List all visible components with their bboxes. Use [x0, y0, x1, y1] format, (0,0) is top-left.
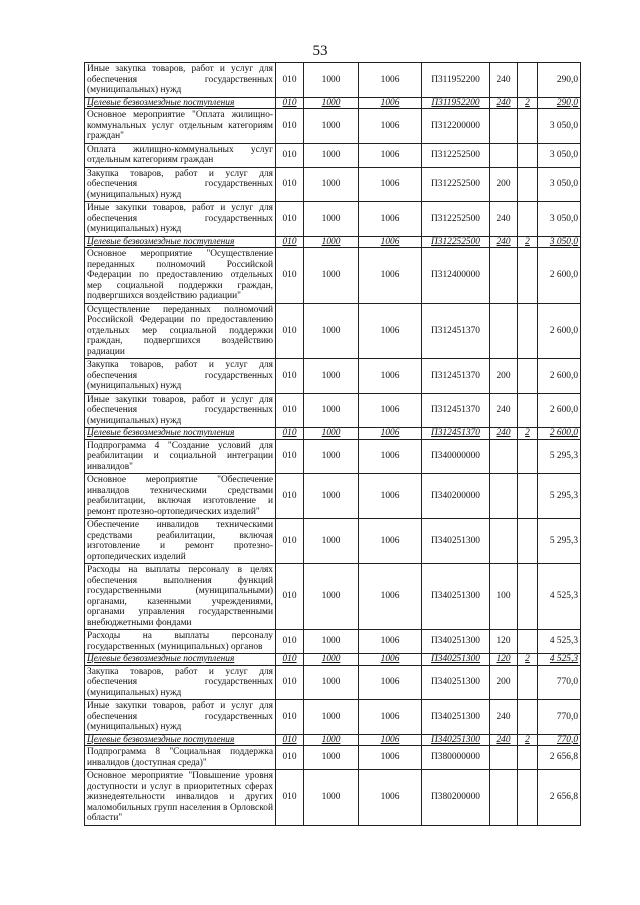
funding-source-cell	[518, 700, 538, 735]
target-article-cell: П340000000	[422, 439, 490, 474]
page-number: 53	[312, 43, 328, 59]
subsection-code-cell: 1006	[359, 109, 422, 144]
section-code-cell: 1000	[304, 167, 359, 202]
expense-type-cell	[490, 303, 518, 359]
section-code-cell: 1000	[304, 665, 359, 700]
funding-source-cell	[518, 202, 538, 237]
section-code-cell: 1000	[304, 746, 359, 770]
target-article-cell: П312451370	[422, 393, 490, 428]
subsection-code-cell: 1006	[359, 143, 422, 167]
funding-source-cell	[518, 303, 538, 359]
target-article-cell: П340251300	[422, 665, 490, 700]
expense-type-cell	[490, 770, 518, 826]
section-code-cell: 1000	[304, 303, 359, 359]
funding-source-cell	[518, 519, 538, 564]
expense-name-cell	[85, 734, 276, 746]
funding-source-cell	[518, 109, 538, 144]
amount-cell: 5 295,3	[538, 519, 581, 564]
funds-label: Целевые безвозмездные поступления	[87, 236, 235, 247]
section-code-cell: 1000	[304, 734, 359, 746]
amount-cell: 3 050,0	[538, 236, 581, 248]
funding-source-cell	[518, 665, 538, 700]
expense-type-cell: 240	[490, 236, 518, 248]
funding-source-cell	[518, 474, 538, 519]
funding-source-cell: 2	[518, 428, 538, 440]
expense-name-cell: Закупка товаров, работ и услуг для обеспечения государственных (муниципальных) нужд	[85, 665, 276, 700]
expense-name-cell: Подпрограмма 8 "Социальная поддержка инвалидов (доступная среда)"	[85, 746, 276, 770]
section-code-cell: 1000	[304, 393, 359, 428]
expense-type-cell: 200	[490, 167, 518, 202]
expense-name-cell: Иные закупка товаров, работ и услуг для обеспечения государственных (муниципальных) нужд	[85, 63, 276, 98]
amount-cell: 2 656,8	[538, 746, 581, 770]
section-code-cell: 1000	[304, 519, 359, 564]
target-article-cell: П311952200	[422, 63, 490, 98]
grbs-code-cell: 010	[276, 654, 304, 666]
funds-label: Целевые безвозмездные поступления	[87, 428, 235, 438]
funding-source-cell	[518, 770, 538, 826]
amount-cell: 770,0	[538, 700, 581, 735]
expense-name-cell: Закупка товаров, работ и услуг для обеспечения государственных (муниципальных) нужд	[85, 167, 276, 202]
target-article-cell: П340251300	[422, 564, 490, 630]
expense-type-cell	[490, 746, 518, 770]
funding-source-cell	[518, 167, 538, 202]
target-article-cell: П312451370	[422, 303, 490, 359]
expense-name-cell: Основное мероприятие "Оплата жилищно-коммунальных услуг отдельным категориям граждан"	[85, 109, 276, 144]
amount-cell: 5 295,3	[538, 439, 581, 474]
expense-type-cell: 240	[490, 393, 518, 428]
funding-source-cell	[518, 143, 538, 167]
expense-name-cell: Расходы на выплаты персоналу в целях обеспечения выполнения функций государственными (муниципальными) органами, казенными учреждениями, органами управления государственными внебюджетными фондами	[85, 564, 276, 630]
expense-type-cell: 240	[490, 428, 518, 440]
funding-source-cell	[518, 746, 538, 770]
expense-name-cell: Оплата жилищно-коммунальных услуг отдельным категориям граждан	[85, 143, 276, 167]
expense-type-cell: 200	[490, 359, 518, 394]
grbs-code-cell: 010	[276, 770, 304, 826]
expense-type-cell: 120	[490, 630, 518, 654]
expense-name-cell: Подпрограмма 4 "Создание условий для реабилитации и социальной интеграции инвалидов"	[85, 439, 276, 474]
table-row	[85, 202, 581, 237]
amount-cell: 770,0	[538, 665, 581, 700]
funding-source-cell: 2	[518, 236, 538, 248]
expense-type-cell: 240	[490, 700, 518, 735]
section-code-cell: 1000	[304, 202, 359, 237]
table-row	[85, 303, 581, 359]
expense-name-cell: Расходы на выплаты персоналу государственных (муниципальных) органов	[85, 630, 276, 654]
subsection-code-cell: 1006	[359, 428, 422, 440]
table-row	[85, 248, 581, 304]
section-code-cell: 1000	[304, 770, 359, 826]
subsection-code-cell: 1006	[359, 97, 422, 109]
subsection-code-cell: 1006	[359, 248, 422, 304]
expense-name-cell: Основное мероприятие "Повышение уровня доступности и услуг в приоритетных сферах жизнедеятельности инвалидов и других маломобильных групп населения в Орловской области"	[85, 770, 276, 826]
expense-type-cell	[490, 109, 518, 144]
amount-cell: 290,0	[538, 97, 581, 109]
target-article-cell: П312252500	[422, 202, 490, 237]
amount-cell: 4 525,3	[538, 654, 581, 666]
amount-cell: 3 050,0	[538, 202, 581, 237]
grbs-code-cell: 010	[276, 143, 304, 167]
target-article-cell: П312252500	[422, 143, 490, 167]
subsection-code-cell: 1006	[359, 439, 422, 474]
amount-cell: 3 050,0	[538, 167, 581, 202]
subsection-code-cell: 1006	[359, 167, 422, 202]
section-code-cell: 1000	[304, 236, 359, 248]
expense-type-cell	[490, 248, 518, 304]
funding-source-cell: 2	[518, 97, 538, 109]
grbs-code-cell: 010	[276, 564, 304, 630]
target-article-cell: П340251300	[422, 630, 490, 654]
expense-type-cell	[490, 143, 518, 167]
grbs-code-cell: 010	[276, 236, 304, 248]
expense-name-cell: Иные закупки товаров, работ и услуг для обеспечения государственных (муниципальных) нужд	[85, 393, 276, 428]
grbs-code-cell: 010	[276, 303, 304, 359]
table-row	[85, 700, 581, 735]
amount-cell: 2 600,0	[538, 428, 581, 440]
table-row	[85, 63, 581, 98]
amount-cell: 3 050,0	[538, 109, 581, 144]
grbs-code-cell: 010	[276, 109, 304, 144]
section-code-cell: 1000	[304, 428, 359, 440]
subsection-code-cell: 1006	[359, 700, 422, 735]
expense-type-cell	[490, 439, 518, 474]
section-code-cell: 1000	[304, 109, 359, 144]
expense-type-cell: 100	[490, 564, 518, 630]
subsection-code-cell: 1006	[359, 746, 422, 770]
target-article-cell: П380000000	[422, 746, 490, 770]
expense-type-cell: 240	[490, 97, 518, 109]
subsection-code-cell: 1006	[359, 665, 422, 700]
grbs-code-cell: 010	[276, 665, 304, 700]
target-article-cell: П312451370	[422, 359, 490, 394]
section-code-cell: 1000	[304, 97, 359, 109]
grbs-code-cell: 010	[276, 519, 304, 564]
amount-cell: 3 050,0	[538, 143, 581, 167]
subsection-code-cell: 1006	[359, 303, 422, 359]
expense-name-cell	[85, 654, 276, 666]
expense-name-cell: Иные закупки товаров, работ и услуг для обеспечения государственных (муниципальных) нужд	[85, 202, 276, 237]
expense-name-cell	[85, 236, 276, 248]
table-row	[85, 770, 581, 826]
funds-label: Целевые безвозмездные поступления	[87, 654, 235, 664]
expense-name-cell: Основное мероприятие "Осуществление переданных полномочий Российской Федерации по предоставлению отдельных мер социальной поддержки граждан, подвергшихся воздействию радиации"	[85, 248, 276, 304]
grbs-code-cell: 010	[276, 359, 304, 394]
subsection-code-cell: 1006	[359, 654, 422, 666]
section-code-cell: 1000	[304, 630, 359, 654]
subsection-code-cell: 1006	[359, 734, 422, 746]
section-code-cell: 1000	[304, 439, 359, 474]
target-article-cell: П312451370	[422, 428, 490, 440]
grbs-code-cell: 010	[276, 746, 304, 770]
expense-type-cell: 120	[490, 654, 518, 666]
section-code-cell: 1000	[304, 143, 359, 167]
targeted-funds-row	[85, 654, 581, 666]
table-row	[85, 665, 581, 700]
subsection-code-cell: 1006	[359, 359, 422, 394]
grbs-code-cell: 010	[276, 630, 304, 654]
subsection-code-cell: 1006	[359, 519, 422, 564]
funding-source-cell: 2	[518, 654, 538, 666]
table-row	[85, 519, 581, 564]
grbs-code-cell: 010	[276, 97, 304, 109]
target-article-cell: П380200000	[422, 770, 490, 826]
funding-source-cell	[518, 564, 538, 630]
expense-name-cell	[85, 428, 276, 440]
subsection-code-cell: 1006	[359, 393, 422, 428]
target-article-cell: П312200000	[422, 109, 490, 144]
funding-source-cell	[518, 439, 538, 474]
amount-cell: 290,0	[538, 63, 581, 98]
expense-type-cell: 240	[490, 63, 518, 98]
subsection-code-cell: 1006	[359, 202, 422, 237]
target-article-cell: П312252500	[422, 167, 490, 202]
expense-type-cell: 240	[490, 202, 518, 237]
expense-type-cell	[490, 474, 518, 519]
subsection-code-cell: 1006	[359, 770, 422, 826]
grbs-code-cell: 010	[276, 700, 304, 735]
grbs-code-cell: 010	[276, 63, 304, 98]
expense-name-cell: Осуществление переданных полномочий Российской Федерации по предоставлению отдельных мер социальной поддержки граждан, подвергшихся воздействию радиации	[85, 303, 276, 359]
funding-source-cell	[518, 63, 538, 98]
subsection-code-cell: 1006	[359, 474, 422, 519]
budget-table	[84, 62, 581, 826]
amount-cell: 2 600,0	[538, 303, 581, 359]
grbs-code-cell: 010	[276, 734, 304, 746]
table-row	[85, 474, 581, 519]
target-article-cell: П312252500	[422, 236, 490, 248]
subsection-code-cell: 1006	[359, 63, 422, 98]
subsection-code-cell: 1006	[359, 236, 422, 248]
section-code-cell: 1000	[304, 654, 359, 666]
funding-source-cell: 2	[518, 734, 538, 746]
amount-cell: 2 600,0	[538, 359, 581, 394]
expense-name-cell: Закупка товаров, работ и услуг для обеспечения государственных (муниципальных) нужд	[85, 359, 276, 394]
grbs-code-cell: 010	[276, 167, 304, 202]
table-row	[85, 167, 581, 202]
target-article-cell: П340200000	[422, 474, 490, 519]
target-article-cell: П340251300	[422, 519, 490, 564]
amount-cell: 2 600,0	[538, 248, 581, 304]
section-code-cell: 1000	[304, 564, 359, 630]
table-row	[85, 109, 581, 144]
expense-name-cell: Основное мероприятие "Обеспечение инвалидов техническими средствами реабилитации, включая изготовление и ремонт протезно-ортопедических изделий"	[85, 474, 276, 519]
section-code-cell: 1000	[304, 63, 359, 98]
expense-type-cell	[490, 519, 518, 564]
target-article-cell: П340251300	[422, 700, 490, 735]
expense-type-cell: 240	[490, 734, 518, 746]
amount-cell: 2 656,8	[538, 770, 581, 826]
table-row	[85, 746, 581, 770]
funds-label: Целевые безвозмездные поступления	[87, 734, 235, 745]
table-row	[85, 630, 581, 654]
targeted-funds-row	[85, 97, 581, 109]
funding-source-cell	[518, 359, 538, 394]
expense-type-cell: 200	[490, 665, 518, 700]
target-article-cell: П340251300	[422, 654, 490, 666]
amount-cell: 4 525,3	[538, 564, 581, 630]
subsection-code-cell: 1006	[359, 630, 422, 654]
table-row	[85, 564, 581, 630]
funding-source-cell	[518, 248, 538, 304]
grbs-code-cell: 010	[276, 474, 304, 519]
expense-name-cell: Обеспечение инвалидов техническими средствами реабилитации, включая изготовление и ремонт протезно-ортопедических изделий	[85, 519, 276, 564]
funds-label: Целевые безвозмездные поступления	[87, 97, 235, 108]
section-code-cell: 1000	[304, 248, 359, 304]
target-article-cell: П340251300	[422, 734, 490, 746]
funding-source-cell	[518, 393, 538, 428]
amount-cell: 770,0	[538, 734, 581, 746]
grbs-code-cell: 010	[276, 393, 304, 428]
expense-name-cell: Иные закупки товаров, работ и услуг для обеспечения государственных (муниципальных) нужд	[85, 700, 276, 735]
expense-name-cell	[85, 97, 276, 109]
table-row	[85, 439, 581, 474]
grbs-code-cell: 010	[276, 202, 304, 237]
section-code-cell: 1000	[304, 700, 359, 735]
amount-cell: 2 600,0	[538, 393, 581, 428]
target-article-cell: П312400000	[422, 248, 490, 304]
targeted-funds-row	[85, 428, 581, 440]
amount-cell: 4 525,3	[538, 630, 581, 654]
section-code-cell: 1000	[304, 474, 359, 519]
grbs-code-cell: 010	[276, 248, 304, 304]
targeted-funds-row	[85, 236, 581, 248]
grbs-code-cell: 010	[276, 428, 304, 440]
budget-table-body	[85, 63, 581, 826]
table-row	[85, 143, 581, 167]
subsection-code-cell: 1006	[359, 564, 422, 630]
table-row	[85, 359, 581, 394]
targeted-funds-row	[85, 734, 581, 746]
target-article-cell: П311952200	[422, 97, 490, 109]
grbs-code-cell: 010	[276, 439, 304, 474]
amount-cell: 5 295,3	[538, 474, 581, 519]
table-row	[85, 393, 581, 428]
funding-source-cell	[518, 630, 538, 654]
section-code-cell: 1000	[304, 359, 359, 394]
